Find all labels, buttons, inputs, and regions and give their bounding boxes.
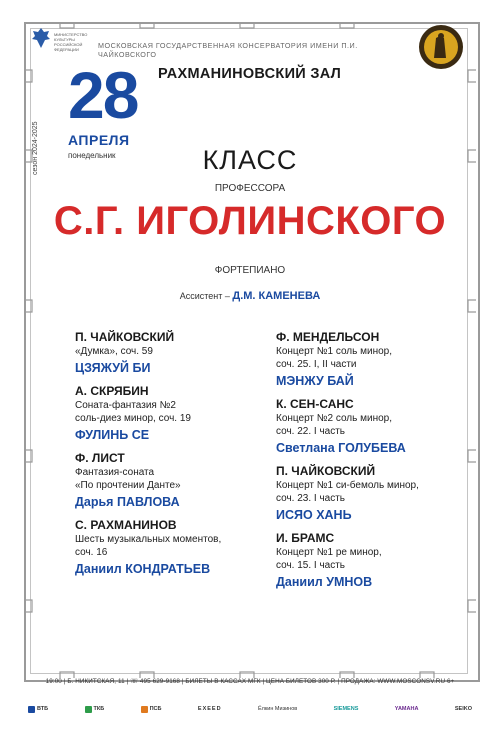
work-title: соч. 16 [75, 547, 108, 558]
sponsor-logo: SEIKO [454, 706, 472, 712]
work-title: соль-диез минор, соч. 19 [75, 413, 191, 424]
work-title: «По прочтении Данте» [75, 480, 181, 491]
professor-label: ПРОФЕССОРА [214, 183, 286, 194]
program-item [276, 397, 451, 457]
assistant-name: Д.М. КАМЕНЕВА [232, 290, 321, 302]
composer-name: Ф. ЛИСТ [75, 451, 125, 465]
composer-name: П. ЧАЙКОВСКИЙ [276, 464, 376, 478]
performer-name: ИСЯО ХАНЬ [276, 508, 352, 522]
sponsor-logo: YAMAHA [394, 706, 419, 712]
event-weekday: понедельник [68, 151, 116, 160]
sponsor-logo: SIEMENS [333, 706, 359, 712]
sponsor-logos [28, 700, 472, 718]
conservatory-seal-icon [418, 24, 464, 70]
program-item [75, 384, 255, 444]
work-title: Концерт №1 си-бемоль минор, [276, 480, 419, 491]
program-right-column [276, 330, 451, 598]
work-title: Концерт №2 соль минор, [276, 413, 393, 424]
composer-name: А. СКРЯБИН [75, 384, 149, 398]
sponsor-mark-icon [85, 706, 92, 713]
performer-name: ЦЗЯЖУЙ БИ [75, 361, 151, 375]
program-item [276, 330, 451, 390]
header-bar [26, 34, 474, 58]
performer-name: Даниил КОНДРАТЬЕВ [75, 562, 211, 576]
assistant-line [0, 290, 500, 302]
program-item [75, 451, 255, 511]
composer-name: Ф. МЕНДЕЛЬСОН [276, 330, 380, 344]
work-title: Концерт №1 соль минор, [276, 346, 393, 357]
sponsor-logo: ТКБ [85, 706, 105, 713]
work-title: соч. 23. I часть [276, 493, 346, 504]
composer-name: И. БРАМС [276, 531, 335, 545]
eagle-emblem-icon [30, 26, 52, 50]
conservatory-name: МОСКОВСКАЯ ГОСУДАРСТВЕННАЯ КОНСЕРВАТОРИЯ ИМЕНИ П.И. ЧАЙКОВСКОГО [98, 41, 358, 59]
performer-name: Светлана ГОЛУБЕВА [276, 441, 406, 455]
professor-name: С.Г. ИГОЛИНСКОГО [53, 199, 447, 243]
performer-name: Дарья ПАВЛОВА [75, 495, 180, 509]
hall-name: РАХМАНИНОВСКИЙ ЗАЛ [158, 66, 342, 82]
performer-name: Даниил УМНОВ [276, 575, 373, 589]
program-item [75, 518, 255, 578]
sponsor-mark-icon [28, 706, 35, 713]
work-title: Соната-фантазия №2 [75, 400, 176, 411]
event-month: АПРЕЛЯ [68, 132, 130, 148]
sponsor-logo: ПСБ [141, 706, 162, 713]
composer-name: К. СЕН-САНС [276, 397, 354, 411]
assistant-label: Ассистент – [179, 291, 230, 301]
performer-name: ФУЛИНЬ СЕ [75, 428, 150, 442]
event-info-line: 19:00 | Б. НИКИТСКАЯ, 11 | ☏ 495 629-9168 | БИЛЕТЫ В КАССАХ МГК | ЦЕНА БИЛЕТОВ 300 Р. | ПРОДАЖА: WWW.MOSCONSV.RU 6+ [45, 678, 455, 685]
composer-name: С. РАХМАНИНОВ [75, 518, 177, 532]
program-item [75, 330, 255, 377]
work-title: соч. 25. I, II части [276, 359, 357, 370]
work-title: Шесть музыкальных моментов, [75, 534, 222, 545]
sponsor-logo: Ёлкин Мизинов [257, 706, 298, 712]
composer-name: П. ЧАЙКОВСКИЙ [75, 330, 175, 344]
instrument-label: ФОРТЕПИАНО [214, 265, 286, 276]
sponsor-logo: EXEED [197, 706, 222, 712]
performer-name: МЭНЖУ БАЙ [276, 374, 354, 388]
work-title: соч. 22. I часть [276, 426, 346, 437]
program-item [276, 531, 451, 591]
work-title: соч. 15. I часть [276, 560, 346, 571]
work-title: Концерт №1 ре минор, [276, 547, 382, 558]
class-title: КЛАСС [202, 145, 298, 175]
work-title: Фантазия-соната [75, 467, 155, 478]
season-label: сезон 2024-2025 [32, 121, 39, 175]
work-title: «Думка», соч. 59 [75, 346, 153, 357]
ministry-name: МИНИСТЕРСТВО КУЛЬТУРЫ РОССИЙСКОЙ ФЕДЕРАЦИИ [54, 32, 88, 52]
program-item [276, 464, 451, 524]
sponsor-mark-icon [141, 706, 148, 713]
sponsor-logo: ВТБ [28, 706, 48, 713]
program-left-column [75, 330, 255, 585]
event-day: 28 [68, 58, 138, 132]
